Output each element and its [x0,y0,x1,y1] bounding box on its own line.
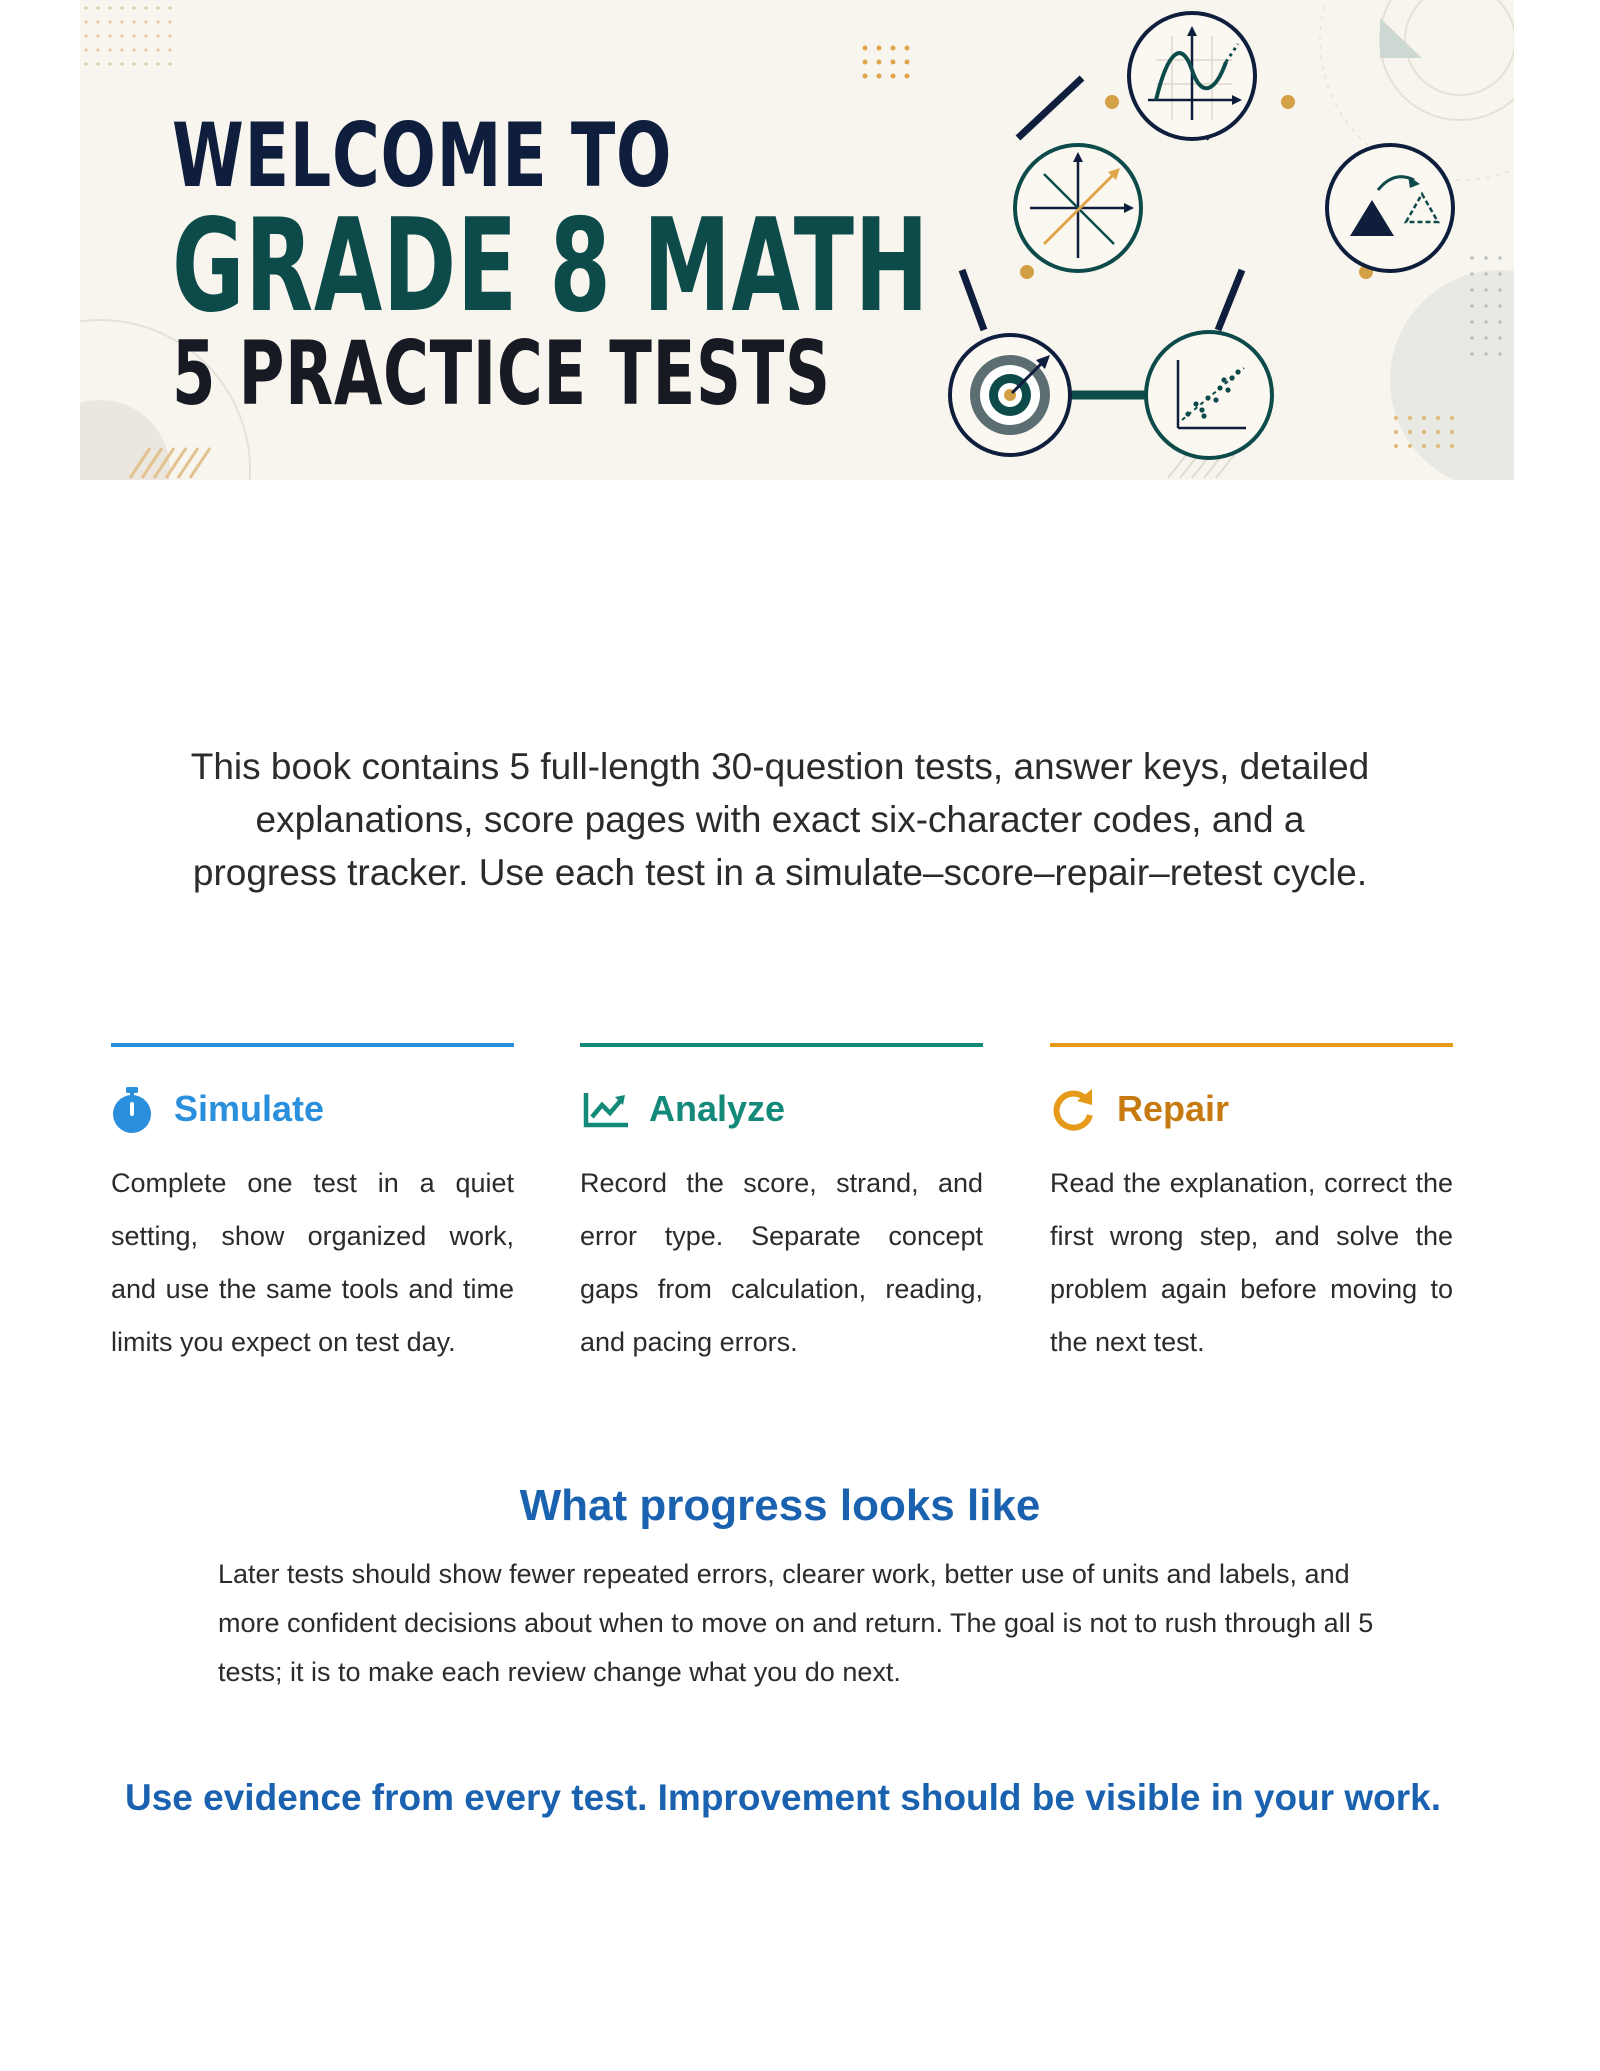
column-title: Analyze [649,1088,786,1129]
column-rule [1050,1043,1453,1047]
progress-heading: What progress looks like [519,1481,1041,1530]
coordinate-axes-icon [1015,145,1141,271]
redo-arrow-icon [1050,1085,1096,1133]
column-title: Repair [1117,1088,1230,1129]
column-analyze [580,1043,983,1357]
column-rule [580,1043,983,1047]
column-heading [111,1085,324,1133]
title-grade: GRADE 8 MATH [172,192,930,341]
column-body: Record the score, strand, and error type. Separate concept gaps from calculation, reading, and pacing errors. [580,1168,983,1357]
column-title: Simulate [174,1088,325,1129]
progress-paragraph: Later tests should show fewer repeated errors, clearer work, better use of units and labels, and more confident decisions about when to move on and return. The goal is not to rush through all 5 tests; it is to make each review change what you do next. [218,1559,1374,1687]
column-body: Read the explanation, correct the first wrong step, and solve the problem again before moving to the next test. [1050,1168,1453,1357]
scatter-plot-icon [1146,332,1272,458]
column-heading [1050,1085,1229,1133]
intro-paragraph: This book contains 5 full-length 30-question tests, answer keys, detailed explanations, score pages with exact six-character codes, and a progress tracker. Use each test in a simulate–score–repair–retest cycle. [190,746,1370,893]
title-tests: 5 PRACTICE TESTS [172,322,831,425]
function-graph-icon [1129,13,1255,139]
math-cycle-graphic [920,0,1514,480]
closing-statement: Use evidence from every test. Improvement should be visible in your work. [125,1777,1441,1818]
header-banner [80,0,1514,480]
column-simulate [111,1043,514,1357]
target-icon [950,335,1070,455]
column-heading [580,1085,785,1133]
column-rule [111,1043,514,1047]
stopwatch-icon [111,1085,153,1133]
column-body: Complete one test in a quiet setting, show organized work, and use the same tools and time limits you expect on test day. [111,1168,514,1357]
title-welcome: WELCOME TO [172,104,673,207]
trend-chart-icon [580,1085,628,1133]
column-repair [1050,1043,1453,1357]
transformation-triangle-icon [1327,145,1453,271]
